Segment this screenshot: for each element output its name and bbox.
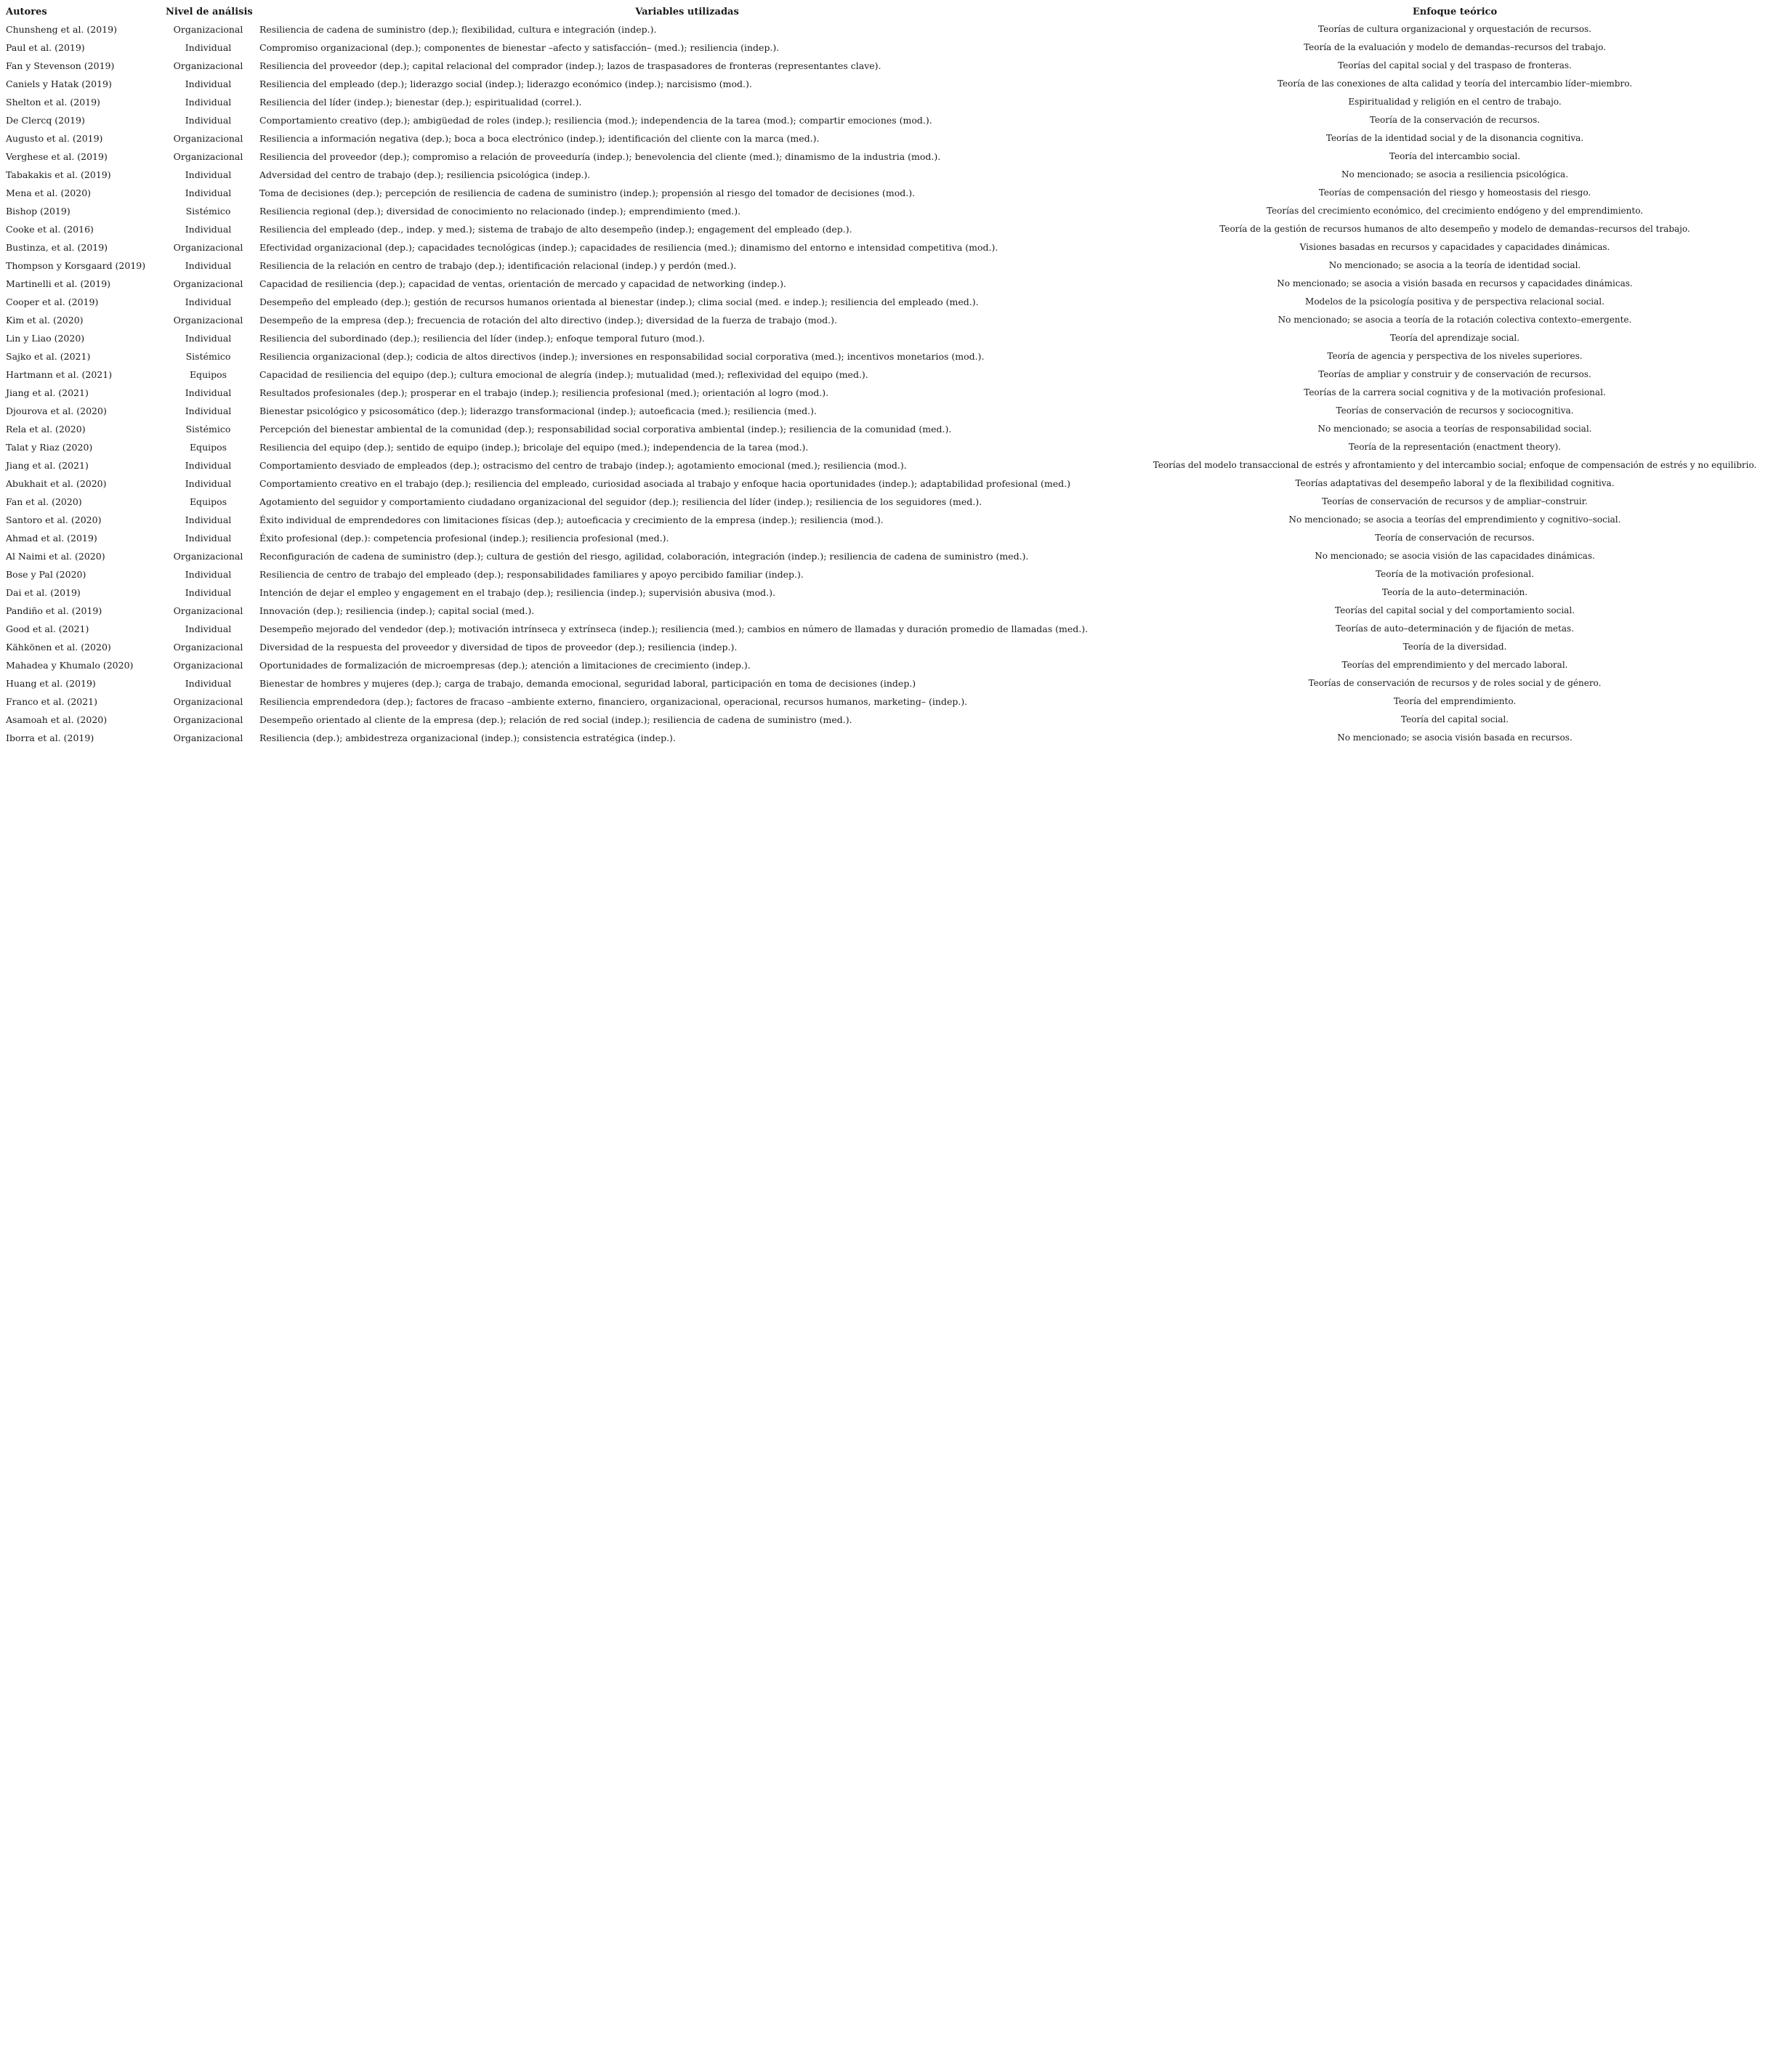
cell-autores: Pandiño et al. (2019) [6,605,102,616]
table-row [3,311,1789,329]
cell-autores: Cooper et al. (2019) [6,296,99,307]
table-row [3,257,1789,275]
table-row [3,184,1789,202]
cell-nivel-de-analisis: Organizacional [173,605,243,616]
table-row [3,529,1789,547]
table-row [3,384,1789,402]
table-row [3,456,1789,474]
table-row [3,711,1789,729]
cell-autores: Mahadea y Khumalo (2020) [6,660,134,671]
cell-enfoque-teorico: No mencionado; se asocia a la teoría de identidad social. [1328,260,1581,270]
table-row [3,293,1789,311]
cell-nivel-de-analisis: Individual [185,169,232,180]
cell-variables-utilizadas: Resiliencia del proveedor (dep.); capital relacional del comprador (indep.); lazos de traspasadores de fronteras (representantes clave). [259,60,881,71]
cell-variables-utilizadas: Desempeño orientado al cliente de la empresa (dep.); relación de red social (indep.); resiliencia de cadena de suministro (med.). [259,714,852,725]
cell-autores: Chunsheng et al. (2019) [6,24,117,35]
cell-nivel-de-analisis: Sistémico [185,351,231,362]
cell-autores: Hartmann et al. (2021) [6,369,113,380]
table-row [3,565,1789,583]
header-variables-utilizadas: Variables utilizadas [635,7,739,17]
cell-variables-utilizadas: Comportamiento creativo en el trabajo (dep.); resiliencia del empleado, curiosidad asociada al trabajo y enfoque hacia oportunidades (indep.); adaptabilidad profesional (med.) [259,478,1070,489]
cell-enfoque-teorico: Teoría del emprendimiento. [1393,696,1517,706]
cell-autores: Iborra et al. (2019) [6,732,94,743]
table-row [3,493,1789,511]
cell-nivel-de-analisis: Individual [185,224,232,235]
cell-nivel-de-analisis: Equipos [189,496,227,507]
cell-autores: Bose y Pal (2020) [6,569,86,580]
cell-enfoque-teorico: No mencionado; se asocia a resiliencia psicológica. [1341,169,1569,179]
cell-enfoque-teorico: Teorías de la carrera social cognitiva y de la motivación profesional. [1304,387,1606,397]
table-row [3,602,1789,620]
cell-variables-utilizadas: Adversidad del centro de trabajo (dep.); resiliencia psicológica (indep.). [259,169,591,180]
cell-nivel-de-analisis: Organizacional [173,315,243,326]
table-row [3,656,1789,674]
cell-enfoque-teorico: Teorías del crecimiento económico, del crecimiento endógeno y del emprendimiento. [1266,206,1644,216]
cell-nivel-de-analisis: Individual [185,533,232,544]
cell-nivel-de-analisis: Sistémico [185,424,231,435]
cell-enfoque-teorico: No mencionado; se asocia visión de las capacidades dinámicas. [1315,551,1595,561]
cell-enfoque-teorico: No mencionado; se asocia visión basada en recursos. [1337,732,1573,743]
cell-enfoque-teorico: No mencionado; se asocia a teoría de la rotación colectiva contexto–emergente. [1278,315,1632,325]
cell-enfoque-teorico: Teoría de conservación de recursos. [1375,533,1535,543]
table-row [3,402,1789,420]
cell-nivel-de-analisis: Individual [185,478,232,489]
table-row [3,39,1789,57]
cell-autores: Talat y Riaz (2020) [6,442,93,453]
cell-enfoque-teorico: Teorías de compensación del riesgo y homeostasis del riesgo. [1318,187,1591,198]
cell-variables-utilizadas: Comportamiento desviado de empleados (dep.); ostracismo del centro de trabajo (indep.); agotamiento emocional (med.); resiliencia (mod.). [259,460,907,471]
header-enfoque-teorico: Enfoque teórico [1412,7,1498,17]
cell-nivel-de-analisis: Individual [185,587,232,598]
cell-enfoque-teorico: Teoría de la diversidad. [1402,642,1507,652]
cell-variables-utilizadas: Resiliencia del subordinado (dep.); resiliencia del líder (indep.); enfoque temporal futuro (mod.). [259,333,706,344]
cell-enfoque-teorico: No mencionado; se asocia a teorías de responsabilidad social. [1317,424,1592,434]
cell-variables-utilizadas: Resiliencia del equipo (dep.); sentido de equipo (indep.); bricolaje del equipo (med.); independencia de la tarea (mod.). [259,442,809,453]
cell-variables-utilizadas: Desempeño mejorado del vendedor (dep.); motivación intrínseca y extrínseca (indep.); resiliencia (med.); cambios en número de llamadas y duración promedio de llamadas (med.). [259,623,1089,634]
cell-autores: Bishop (2019) [6,206,70,217]
cell-nivel-de-analisis: Organizacional [173,133,243,144]
table-row [3,275,1789,293]
cell-autores: Martinelli et al. (2019) [6,278,111,289]
cell-enfoque-teorico: Teorías de cultura organizacional y orquestación de recursos. [1318,24,1591,34]
table-header [3,4,1789,20]
table-row [3,347,1789,365]
cell-variables-utilizadas: Resiliencia de centro de trabajo del empleado (dep.); responsabilidades familiares y apoyo percibido familiar (indep.). [259,569,804,580]
table-row [3,547,1789,565]
cell-autores: Al Naimi et al. (2020) [6,551,105,562]
cell-autores: Ahmad et al. (2019) [6,533,97,544]
literature-review-table-container [3,4,1789,747]
table-row [3,220,1789,238]
cell-enfoque-teorico: Teoría de la representación (enactment theory). [1349,442,1561,452]
cell-variables-utilizadas: Resiliencia a información negativa (dep.); boca a boca electrónico (indep.); identificación del cliente con la marca (med.). [259,133,820,144]
cell-nivel-de-analisis: Individual [185,42,232,53]
cell-nivel-de-analisis: Individual [185,78,232,89]
cell-enfoque-teorico: Teoría de agencia y perspectiva de los niveles superiores. [1327,351,1583,361]
cell-autores: Cooke et al. (2016) [6,224,94,235]
cell-nivel-de-analisis: Individual [185,460,232,471]
cell-variables-utilizadas: Resiliencia del empleado (dep., indep. y med.); sistema de trabajo de alto desempeño (indep.); engagement del empleado (dep.). [259,224,852,235]
table-row [3,20,1789,39]
cell-enfoque-teorico: Teorías del capital social y del traspaso de fronteras. [1338,60,1572,70]
cell-enfoque-teorico: Modelos de la psicología positiva y de perspectiva relacional social. [1305,296,1605,307]
table-row [3,583,1789,602]
cell-variables-utilizadas: Toma de decisiones (dep.); percepción de resiliencia de cadena de suministro (indep.); propensión al riesgo del tomador de decisiones (mod.). [259,187,916,198]
literature-review-table [3,4,1789,747]
cell-enfoque-teorico: Teorías de conservación de recursos y de roles social y de género. [1308,678,1602,688]
cell-autores: Caniels y Hatak (2019) [6,78,112,89]
cell-autores: Mena et al. (2020) [6,187,92,198]
cell-autores: De Clercq (2019) [6,115,85,126]
cell-autores: Lin y Liao (2020) [6,333,85,344]
cell-autores: Shelton et al. (2019) [6,97,100,108]
table-body [3,20,1789,747]
header-autores: Autores [6,7,47,17]
cell-enfoque-teorico: Teoría del intercambio social. [1389,151,1521,161]
cell-autores: Bustinza, et al. (2019) [6,242,108,253]
cell-autores: Tabakakis et al. (2019) [6,169,111,180]
cell-variables-utilizadas: Intención de dejar el empleo y engagement en el trabajo (dep.); resiliencia (indep.); supervisión abusiva (mod.). [259,587,775,598]
cell-autores: Jiang et al. (2021) [6,460,89,471]
cell-variables-utilizadas: Efectividad organizacional (dep.); capacidades tecnológicas (indep.); capacidades de resiliencia (med.); dinamismo del entorno e intensidad competitiva (mod.). [259,242,998,253]
cell-enfoque-teorico: Teorías de la identidad social y de la disonancia cognitiva. [1325,133,1584,143]
cell-nivel-de-analisis: Organizacional [173,24,243,35]
cell-variables-utilizadas: Compromiso organizacional (dep.); componentes de bienestar –afecto y satisfacción– (med.); resiliencia (indep.). [259,42,780,53]
cell-enfoque-teorico: Teoría de la evaluación y modelo de demandas–recursos del trabajo. [1304,42,1606,52]
cell-nivel-de-analisis: Organizacional [173,732,243,743]
cell-autores: Huang et al. (2019) [6,678,96,689]
cell-variables-utilizadas: Bienestar de hombres y mujeres (dep.); carga de trabajo, demanda emocional, seguridad laboral, participación en toma de decisiones (indep.) [259,678,916,689]
cell-nivel-de-analisis: Organizacional [173,60,243,71]
cell-enfoque-teorico: Visiones basadas en recursos y capacidades y capacidades dinámicas. [1299,242,1610,252]
cell-variables-utilizadas: Éxito individual de emprendedores con limitaciones físicas (dep.); autoeficacia y crecimiento de la empresa (indep.); resiliencia (mod.). [259,514,884,525]
cell-nivel-de-analisis: Equipos [189,369,227,380]
cell-enfoque-teorico: Teoría de las conexiones de alta calidad y teoría del intercambio líder–miembro. [1277,78,1633,89]
cell-nivel-de-analisis: Organizacional [173,696,243,707]
header-nivel-de-analisis: Nivel de análisis [166,7,253,17]
cell-variables-utilizadas: Éxito profesional (dep.): competencia profesional (indep.); resiliencia profesional (med.). [259,533,669,544]
table-row [3,365,1789,384]
cell-nivel-de-analisis: Individual [185,187,232,198]
cell-enfoque-teorico: Teoría del aprendizaje social. [1389,333,1520,343]
header-row [3,4,1789,20]
table-row [3,474,1789,493]
cell-enfoque-teorico: Teoría de la auto–determinación. [1381,587,1528,597]
cell-autores: Santoro et al. (2020) [6,514,102,525]
table-row [3,148,1789,166]
cell-autores: Good et al. (2021) [6,623,89,634]
cell-variables-utilizadas: Resiliencia del líder (indep.); bienestar (dep.); espiritualidad (correl.). [259,97,582,108]
cell-enfoque-teorico: Teorías del emprendimiento y del mercado laboral. [1341,660,1568,670]
table-row [3,111,1789,129]
cell-nivel-de-analisis: Sistémico [185,206,231,217]
cell-enfoque-teorico: Teorías del capital social y del comportamiento social. [1335,605,1575,615]
table-row [3,93,1789,111]
cell-variables-utilizadas: Resiliencia (dep.); ambidestreza organizacional (indep.); consistencia estratégica (indep.). [259,732,676,743]
cell-enfoque-teorico: Teoría de la conservación de recursos. [1369,115,1541,125]
cell-variables-utilizadas: Bienestar psicológico y psicosomático (dep.); liderazgo transformacional (indep.); autoeficacia (med.); resiliencia (med.). [259,405,817,416]
table-row [3,202,1789,220]
cell-variables-utilizadas: Resiliencia del empleado (dep.); liderazgo social (indep.); liderazgo económico (indep.); narcisismo (mod.). [259,78,752,89]
cell-variables-utilizadas: Resiliencia del proveedor (dep.); compromiso a relación de proveeduría (indep.); benevolencia del cliente (med.); dinamismo de la industria (mod.). [259,151,941,162]
cell-enfoque-teorico: Teorías del modelo transaccional de estrés y afrontamiento y del intercambio social; enfoque de compensación de estrés y no equilibrio. [1153,460,1757,470]
cell-nivel-de-analisis: Organizacional [173,278,243,289]
cell-autores: Fan et al. (2020) [6,496,82,507]
cell-nivel-de-analisis: Organizacional [173,714,243,725]
cell-nivel-de-analisis: Individual [185,115,232,126]
cell-variables-utilizadas: Capacidad de resiliencia del equipo (dep.); cultura emocional de alegría (indep.); mutualidad (med.); reflexividad del equipo (med.). [259,369,868,380]
cell-nivel-de-analisis: Organizacional [173,242,243,253]
table-row [3,57,1789,75]
cell-enfoque-teorico: Teorías adaptativas del desempeño laboral y de la flexibilidad cognitiva. [1295,478,1615,488]
table-row [3,420,1789,438]
cell-nivel-de-analisis: Organizacional [173,551,243,562]
cell-enfoque-teorico: Teorías de auto–determinación y de fijación de metas. [1336,623,1574,634]
cell-autores: Kim et al. (2020) [6,315,84,326]
cell-enfoque-teorico: Teorías de conservación de recursos y de ampliar–construir. [1322,496,1588,506]
cell-variables-utilizadas: Percepción del bienestar ambiental de la comunidad (dep.); responsabilidad social corporativa ambiental (indep.); resiliencia de la comunidad (med.). [259,424,952,435]
cell-autores: Thompson y Korsgaard (2019) [6,260,146,271]
cell-variables-utilizadas: Innovación (dep.); resiliencia (indep.); capital social (med.). [259,605,535,616]
table-row [3,438,1789,456]
table-row [3,638,1789,656]
cell-autores: Sajko et al. (2021) [6,351,91,362]
cell-nivel-de-analisis: Individual [185,333,232,344]
cell-enfoque-teorico: No mencionado; se asocia a teorías del emprendimiento y cognitivo–social. [1288,514,1621,525]
table-row [3,674,1789,692]
cell-autores: Paul et al. (2019) [6,42,85,53]
table-row [3,729,1789,747]
table-row [3,75,1789,93]
cell-nivel-de-analisis: Organizacional [173,151,243,162]
cell-enfoque-teorico: Teorías de conservación de recursos y sociocognitiva. [1336,405,1574,416]
cell-nivel-de-analisis: Individual [185,405,232,416]
cell-variables-utilizadas: Comportamiento creativo (dep.); ambigüedad de roles (indep.); resiliencia (mod.); independencia de la tarea (mod.); compartir emociones (mod.). [259,115,932,126]
cell-enfoque-teorico: No mencionado; se asocia a visión basada en recursos y capacidades dinámicas. [1277,278,1633,288]
cell-nivel-de-analisis: Individual [185,569,232,580]
cell-autores: Franco et al. (2021) [6,696,98,707]
cell-autores: Jiang et al. (2021) [6,387,89,398]
cell-autores: Fan y Stevenson (2019) [6,60,115,71]
cell-autores: Abukhait et al. (2020) [6,478,107,489]
cell-nivel-de-analisis: Organizacional [173,642,243,653]
cell-autores: Verghese et al. (2019) [6,151,108,162]
table-row [3,692,1789,711]
cell-enfoque-teorico: Teoría de la motivación profesional. [1376,569,1534,579]
cell-variables-utilizadas: Agotamiento del seguidor y comportamiento ciudadano organizacional del seguidor (dep.); resiliencia del líder (indep.); resiliencia de los seguidores (med.). [259,496,982,507]
cell-nivel-de-analisis: Individual [185,296,232,307]
cell-enfoque-teorico: Teoría de la gestión de recursos humanos de alto desempeño y modelo de demandas–recursos del trabajo. [1219,224,1690,234]
cell-variables-utilizadas: Oportunidades de formalización de microempresas (dep.); atención a limitaciones de crecimiento (indep.). [259,660,751,671]
table-row [3,166,1789,184]
cell-enfoque-teorico: Espiritualidad y religión en el centro de trabajo. [1348,97,1562,107]
cell-nivel-de-analisis: Individual [185,623,232,634]
cell-variables-utilizadas: Capacidad de resiliencia (dep.); capacidad de ventas, orientación de mercado y capacidad de networking (indep.). [259,278,786,289]
table-row [3,129,1789,148]
cell-variables-utilizadas: Resiliencia emprendedora (dep.); factores de fracaso –ambiente externo, financiero, organizacional, operacional, recursos humanos, marketing– (indep.). [259,696,968,707]
cell-autores: Kähkönen et al. (2020) [6,642,111,653]
cell-nivel-de-analisis: Equipos [189,442,227,453]
cell-nivel-de-analisis: Individual [185,678,232,689]
cell-variables-utilizadas: Desempeño de la empresa (dep.); frecuencia de rotación del alto directivo (indep.); diversidad de la fuerza de trabajo (mod.). [259,315,837,326]
cell-autores: Djourova et al. (2020) [6,405,107,416]
cell-autores: Rela et al. (2020) [6,424,86,435]
cell-enfoque-teorico: Teoría del capital social. [1400,714,1509,724]
cell-enfoque-teorico: Teorías de ampliar y construir y de conservación de recursos. [1318,369,1591,379]
cell-nivel-de-analisis: Individual [185,387,232,398]
cell-nivel-de-analisis: Individual [185,260,232,271]
table-row [3,329,1789,347]
cell-variables-utilizadas: Resiliencia organizacional (dep.); codicia de altos directivos (indep.); inversiones en responsabilidad social corporativa (med.); incentivos monetarios (mod.). [259,351,985,362]
table-row [3,511,1789,529]
cell-variables-utilizadas: Resiliencia regional (dep.); diversidad de conocimiento no relacionado (indep.); emprendimiento (med.). [259,206,741,217]
cell-variables-utilizadas: Resultados profesionales (dep.); prosperar en el trabajo (indep.); resiliencia profesional (med.); orientación al logro (mod.). [259,387,829,398]
cell-nivel-de-analisis: Individual [185,97,232,108]
cell-variables-utilizadas: Resiliencia de cadena de suministro (dep.); flexibilidad, cultura e integración (indep.). [259,24,657,35]
cell-variables-utilizadas: Desempeño del empleado (dep.); gestión de recursos humanos orientada al bienestar (indep.); clima social (med. e indep.); resiliencia del empleado (med.). [259,296,979,307]
cell-variables-utilizadas: Reconfiguración de cadena de suministro (dep.); cultura de gestión del riesgo, agilidad, colaboración, integración (indep.); resiliencia de cadena de suministro (med.). [259,551,1029,562]
table-row [3,620,1789,638]
cell-autores: Augusto et al. (2019) [6,133,103,144]
cell-variables-utilizadas: Resiliencia de la relación en centro de trabajo (dep.); identificación relacional (indep.) y perdón (med.). [259,260,737,271]
cell-autores: Asamoah et al. (2020) [6,714,108,725]
cell-variables-utilizadas: Diversidad de la respuesta del proveedor y diversidad de tipos de proveedor (dep.); resiliencia (indep.). [259,642,738,653]
cell-autores: Dai et al. (2019) [6,587,81,598]
cell-nivel-de-analisis: Organizacional [173,660,243,671]
cell-nivel-de-analisis: Individual [185,514,232,525]
table-row [3,238,1789,257]
